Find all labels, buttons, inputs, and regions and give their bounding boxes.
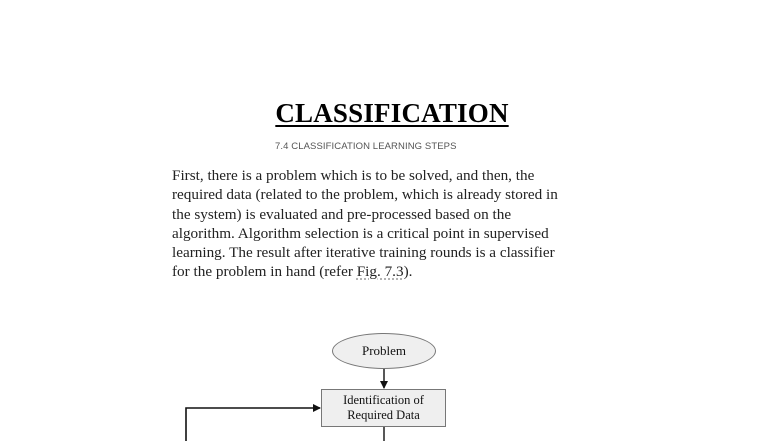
identification-label-line2: Required Data	[347, 408, 420, 422]
figure-reference-link[interactable]: Fig. 7.3	[356, 263, 404, 281]
feedback-loop-arrow	[186, 408, 320, 441]
flowchart-node-identification	[321, 389, 446, 427]
body-text-end: ).	[403, 263, 413, 281]
page-title: CLASSIFICATION	[275, 98, 509, 128]
section-heading: 7.4 CLASSIFICATION LEARNING STEPS	[275, 141, 457, 152]
identification-label-line1: Identification of	[343, 393, 424, 407]
flowchart-node-problem	[332, 333, 436, 369]
problem-label: Problem	[361, 343, 407, 358]
body-text-main: First, there is a problem which is to be solved, and then, the required data (related to the problem, which is already stored in the system) is evaluated and pre-processed based on the algorithm. Algorithm selection is a critical point in supervised learning. The result after iterative training rounds is a classifier for the problem in hand (refer	[172, 167, 558, 281]
